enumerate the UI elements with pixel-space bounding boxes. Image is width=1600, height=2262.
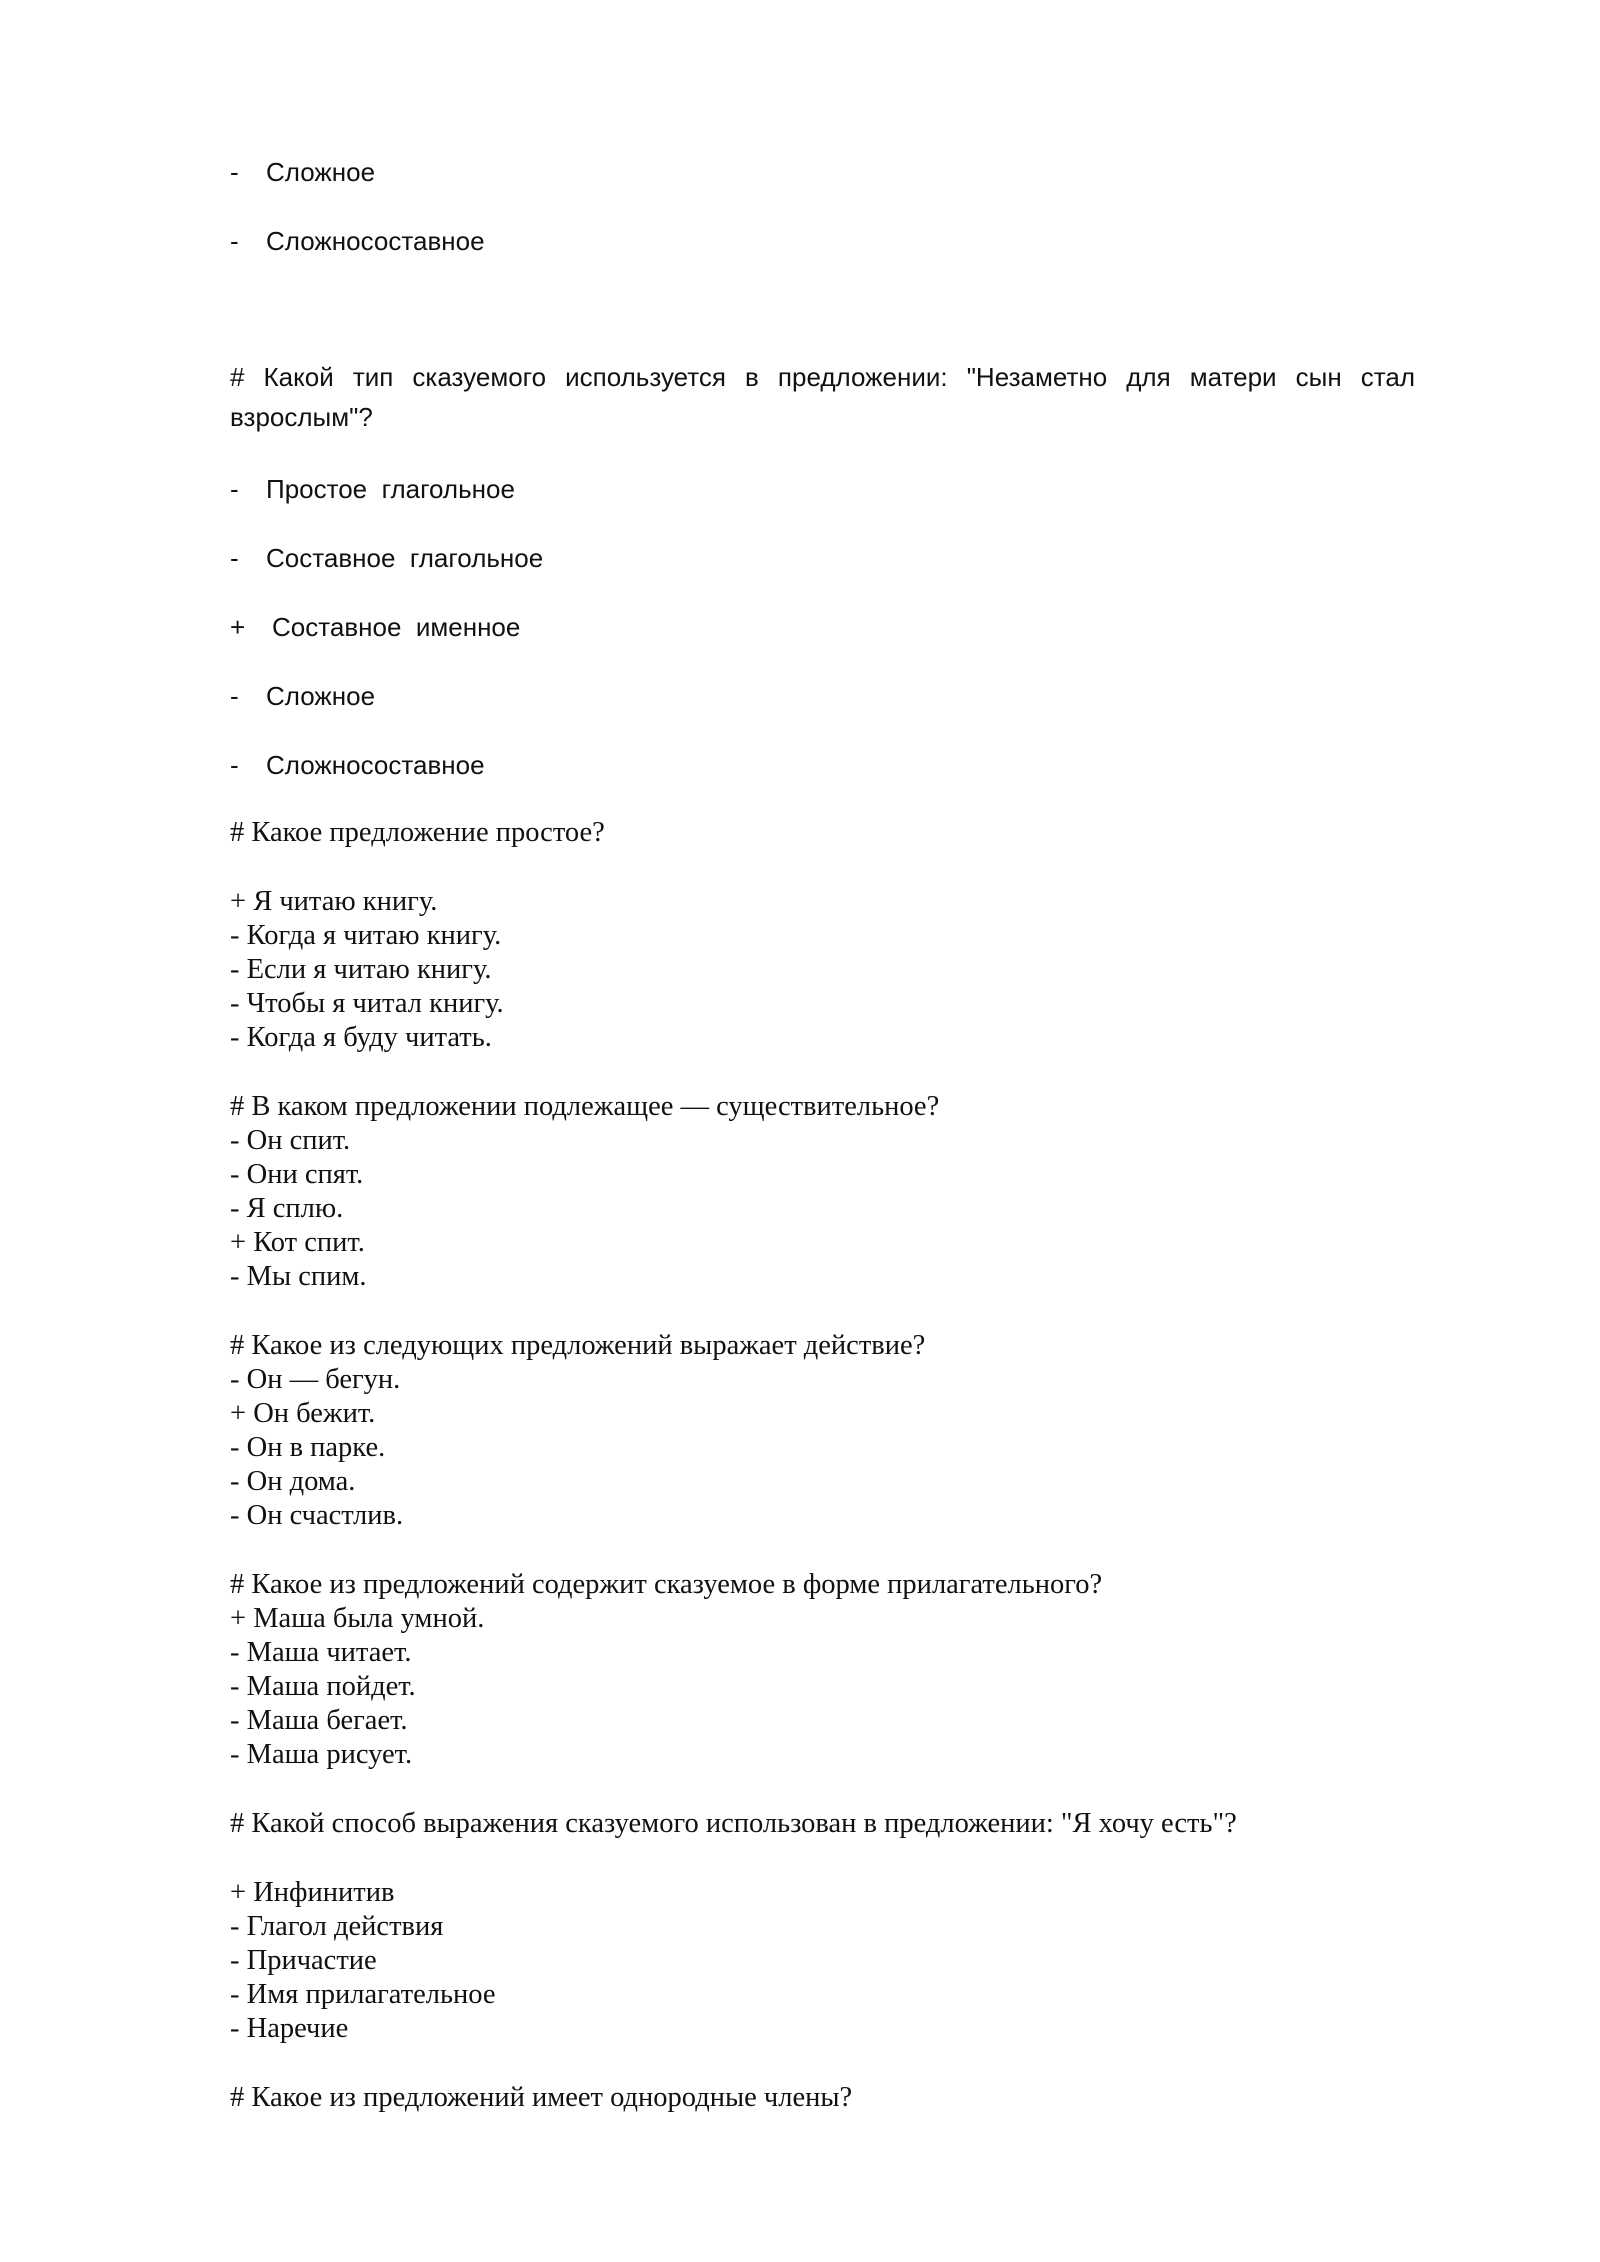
option-line: + Инфинитив xyxy=(230,1877,395,1908)
option-text: Сложносоставное xyxy=(266,226,485,256)
option-line: - Он дома. xyxy=(230,1466,356,1497)
question-heading: # Какой тип сказуемого используется в предложении: "Незаметно для матери сын стал взрослым"? xyxy=(230,362,1415,432)
question-heading: # Какое из следующих предложений выражает действие? xyxy=(230,1330,926,1361)
option-text: Составное глагольное xyxy=(266,543,544,573)
option-marker: - xyxy=(230,157,239,187)
question-heading: # Какое из предложений имеет однородные члены? xyxy=(230,2082,853,2113)
option-line: + Маша была умной. xyxy=(230,1603,485,1634)
option-line: - Наречие xyxy=(230,2013,349,2044)
option-line: - Маша читает. xyxy=(230,1637,412,1668)
option-text: Составное именное xyxy=(272,612,521,642)
option-line: + Он бежит. xyxy=(230,1398,376,1429)
option-line: - Имя прилагательное xyxy=(230,1979,496,2010)
option-marker: - xyxy=(230,681,239,711)
option-marker: + xyxy=(230,612,246,642)
option-text: Простое глагольное xyxy=(266,474,515,504)
option-line: - Он — бегун. xyxy=(230,1364,401,1395)
option-text: Сложносоставное xyxy=(266,750,485,780)
option-marker: - xyxy=(230,750,239,780)
option-line: - Он спит. xyxy=(230,1125,351,1156)
option-text: Сложное xyxy=(266,157,376,187)
option-line: - Они спят. xyxy=(230,1159,364,1190)
option-line: - Причастие xyxy=(230,1945,377,1976)
option-line: + Кот спит. xyxy=(230,1227,365,1258)
option-line: - Я сплю. xyxy=(230,1193,344,1224)
option-line: - Мы спим. xyxy=(230,1261,367,1292)
option-text: Сложное xyxy=(266,681,376,711)
question-heading: # В каком предложении подлежащее — существительное? xyxy=(230,1091,940,1122)
option-line: - Маша пойдет. xyxy=(230,1671,416,1702)
option-line: - Когда я читаю книгу. xyxy=(230,920,502,951)
option-line: - Маша бегает. xyxy=(230,1705,408,1736)
option-marker: - xyxy=(230,543,239,573)
option-marker: - xyxy=(230,226,239,256)
option-line: - Глагол действия xyxy=(230,1911,444,1942)
option-line: + Я читаю книгу. xyxy=(230,886,438,917)
option-line: - Маша рисует. xyxy=(230,1739,413,1770)
option-marker: - xyxy=(230,474,239,504)
option-line: - Чтобы я читал книгу. xyxy=(230,988,504,1019)
question-heading: # Какое из предложений содержит сказуемое в форме прилагательного? xyxy=(230,1569,1103,1600)
option-line: - Он в парке. xyxy=(230,1432,386,1463)
question-heading: # Какое предложение простое? xyxy=(230,817,605,848)
question-heading: # Какой способ выражения сказуемого использован в предложении: "Я хочу есть"? xyxy=(230,1808,1237,1839)
option-line: - Он счастлив. xyxy=(230,1500,404,1531)
option-line: - Если я читаю книгу. xyxy=(230,954,492,985)
option-line: - Когда я буду читать. xyxy=(230,1022,492,1053)
